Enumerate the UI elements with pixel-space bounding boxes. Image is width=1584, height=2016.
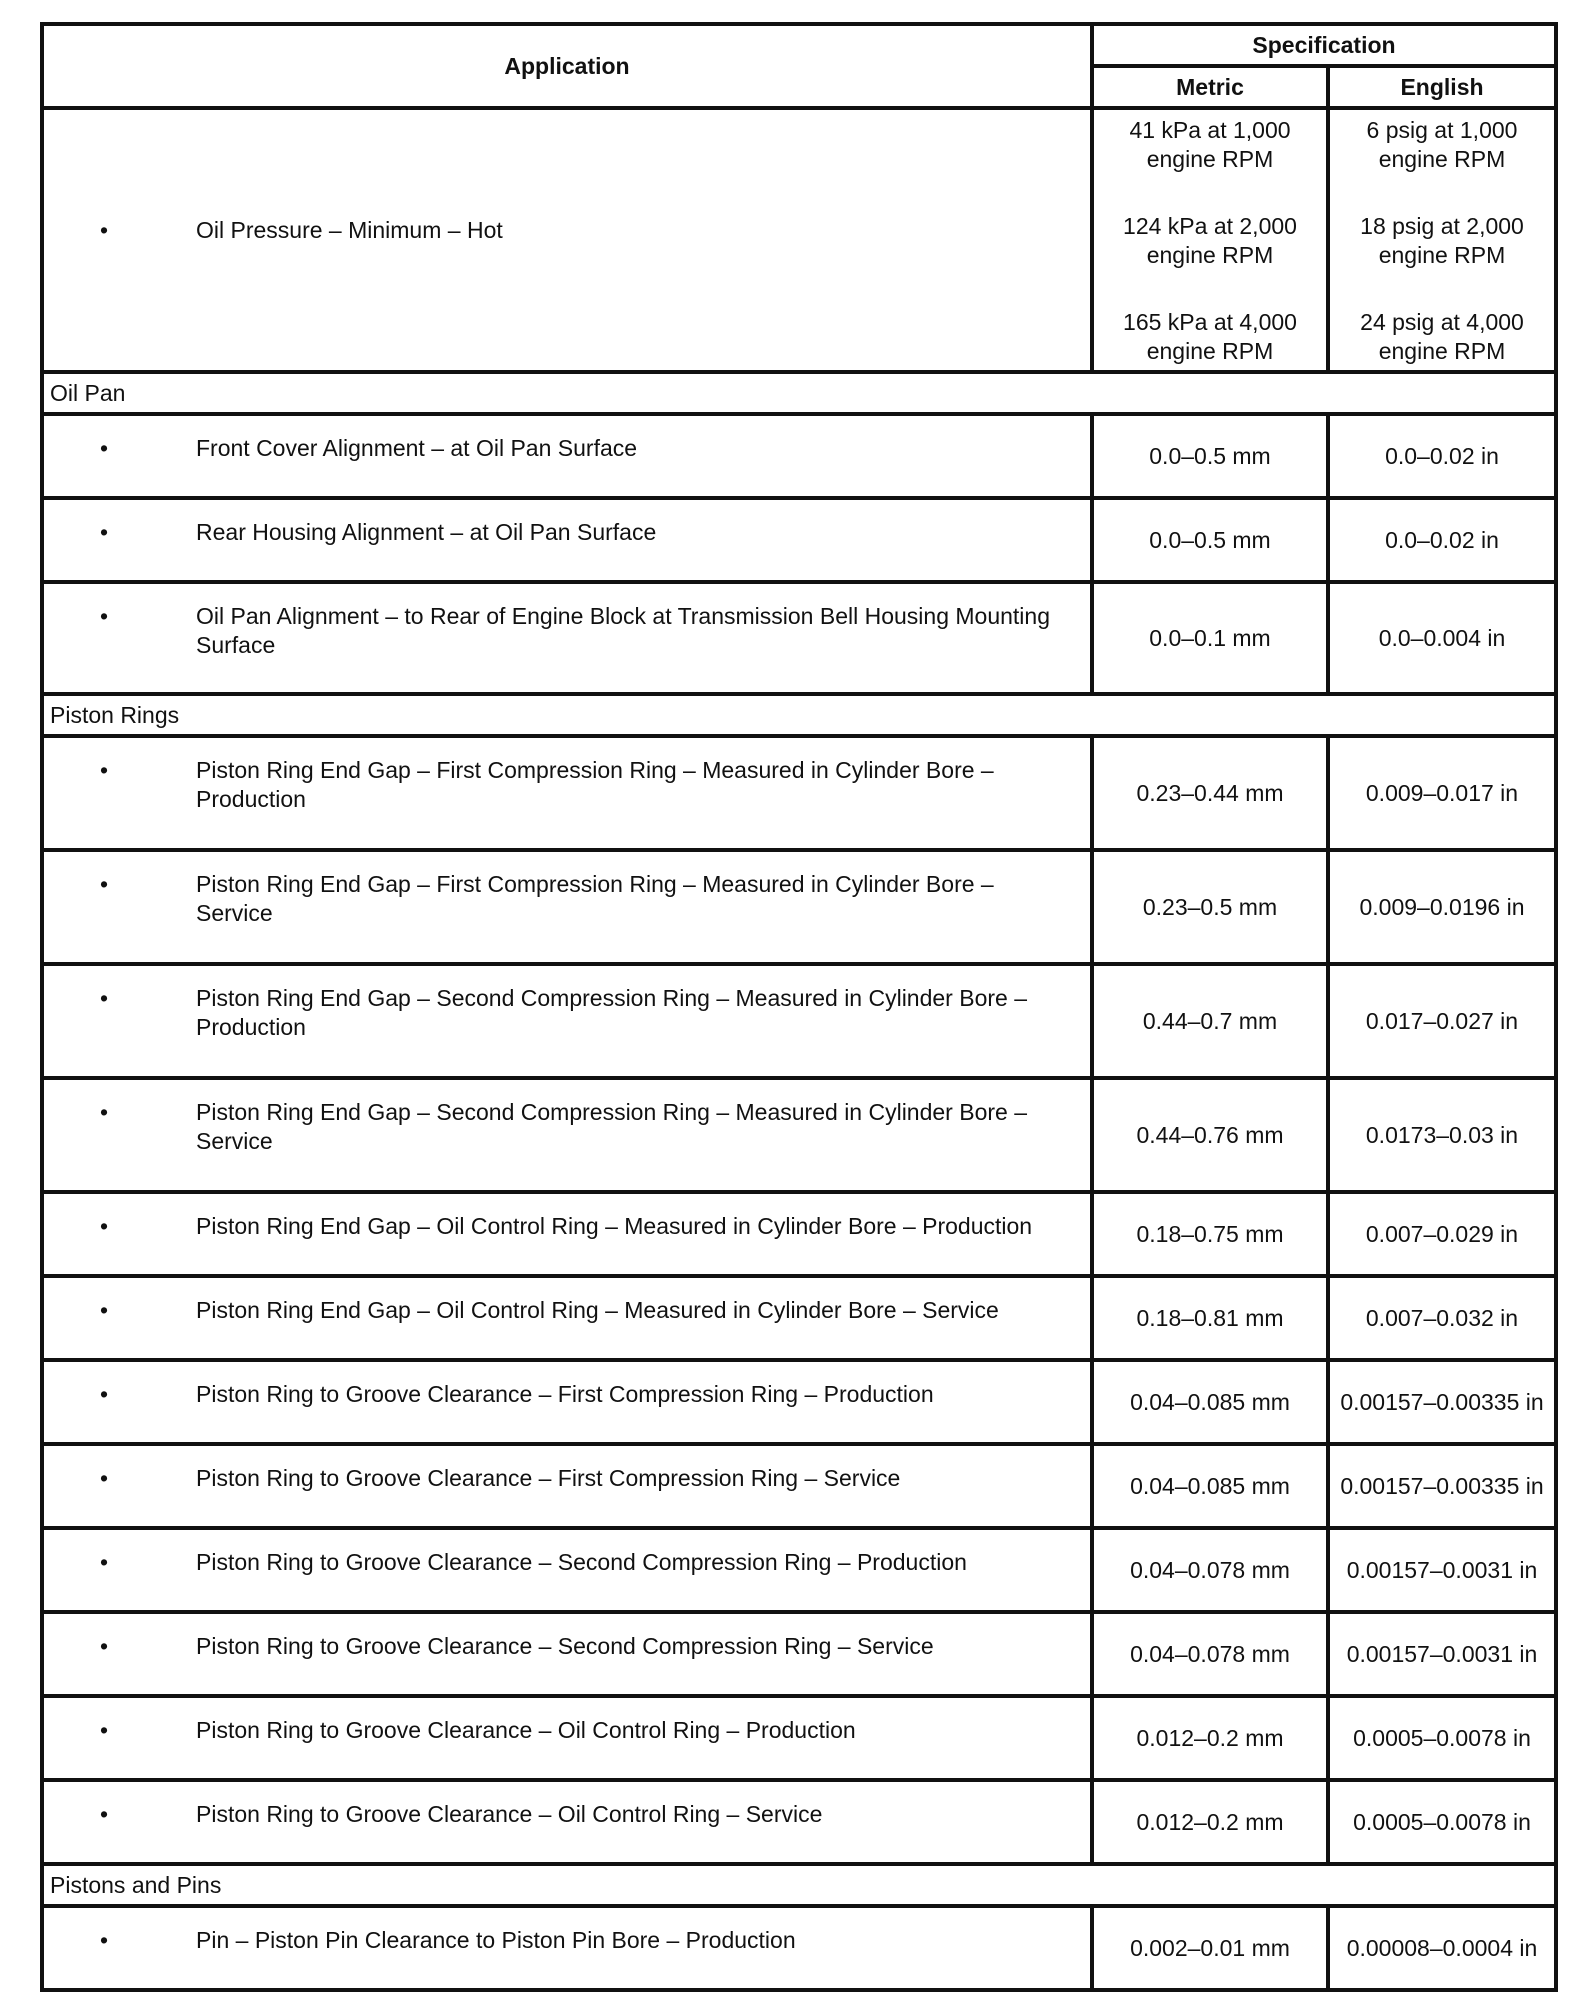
metric-value: 0.012–0.2 mm	[1092, 1780, 1328, 1864]
table-body	[42, 108, 1556, 1990]
metric-value: 0.04–0.078 mm	[1092, 1528, 1328, 1612]
metric-value: 41 kPa at 1,000 engine RPM	[1129, 117, 1291, 172]
english-value: 0.0–0.02 in	[1328, 498, 1556, 582]
application-text: Piston Ring End Gap – Oil Control Ring – Measured in Cylinder Bore – Production	[196, 1213, 1033, 1239]
table-row	[42, 1360, 1556, 1444]
metric-value: 0.0–0.5 mm	[1092, 498, 1328, 582]
section-row	[42, 694, 1556, 736]
english-value: 0.00157–0.00335 in	[1328, 1444, 1556, 1528]
bullet-icon: •	[100, 435, 109, 461]
application-text: Piston Ring to Groove Clearance – Second Compression Ring – Service	[196, 1633, 934, 1659]
english-value: 0.009–0.017 in	[1328, 736, 1556, 850]
bullet-icon: •	[100, 871, 109, 897]
application-cell	[42, 850, 1092, 964]
application-cell	[42, 1906, 1092, 1990]
metric-value: 0.44–0.7 mm	[1092, 964, 1328, 1078]
table-row-oil-pressure	[42, 108, 1556, 372]
english-value: 0.00008–0.0004 in	[1328, 1906, 1556, 1990]
table-row	[42, 1444, 1556, 1528]
metric-value: 0.18–0.81 mm	[1092, 1276, 1328, 1360]
application-cell	[42, 108, 1092, 372]
application-cell	[42, 1612, 1092, 1696]
metric-value: 0.18–0.75 mm	[1092, 1192, 1328, 1276]
table-row	[42, 1906, 1556, 1990]
section-title: Piston Rings	[42, 694, 1556, 736]
metric-value: 0.23–0.5 mm	[1092, 850, 1328, 964]
application-header: Application	[42, 24, 1092, 108]
english-value: 0.00157–0.00335 in	[1328, 1360, 1556, 1444]
table-row	[42, 1528, 1556, 1612]
application-cell	[42, 498, 1092, 582]
application-text: Piston Ring to Groove Clearance – Second Compression Ring – Production	[196, 1549, 967, 1575]
application-cell	[42, 1780, 1092, 1864]
english-value: 0.0005–0.0078 in	[1328, 1780, 1556, 1864]
application-cell	[42, 1444, 1092, 1528]
table-row	[42, 582, 1556, 694]
application-text: Piston Ring to Groove Clearance – First Compression Ring – Production	[196, 1381, 934, 1407]
metric-value: 0.04–0.085 mm	[1092, 1360, 1328, 1444]
application-cell	[42, 1192, 1092, 1276]
bullet-icon: •	[100, 1927, 109, 1953]
english-value: 0.017–0.027 in	[1328, 964, 1556, 1078]
english-header: English	[1328, 66, 1556, 108]
application-text: Piston Ring End Gap – Second Compression Ring – Measured in Cylinder Bore – Production	[196, 985, 1027, 1040]
metric-value: 0.0–0.1 mm	[1092, 582, 1328, 694]
application-cell	[42, 964, 1092, 1078]
english-value: 0.007–0.032 in	[1328, 1276, 1556, 1360]
bullet-icon: •	[100, 216, 109, 243]
metric-value: 165 kPa at 4,000 engine RPM	[1123, 309, 1297, 364]
metric-value: 0.0–0.5 mm	[1092, 414, 1328, 498]
metric-cell	[1092, 108, 1328, 372]
application-cell	[42, 1360, 1092, 1444]
bullet-icon: •	[100, 1717, 109, 1743]
english-value: 0.0–0.004 in	[1328, 582, 1556, 694]
bullet-icon: •	[100, 1297, 109, 1323]
application-cell	[42, 414, 1092, 498]
specification-table	[40, 22, 1558, 1992]
application-text: Piston Ring to Groove Clearance – Oil Control Ring – Service	[196, 1801, 823, 1827]
table-row	[42, 850, 1556, 964]
table-row	[42, 498, 1556, 582]
bullet-icon: •	[100, 757, 109, 783]
application-text: Pin – Piston Pin Clearance to Piston Pin Bore – Production	[196, 1927, 796, 1953]
english-value: 0.00157–0.0031 in	[1328, 1612, 1556, 1696]
bullet-icon: •	[100, 985, 109, 1011]
english-value: 0.0005–0.0078 in	[1328, 1696, 1556, 1780]
english-value: 6 psig at 1,000 engine RPM	[1366, 117, 1518, 172]
application-text: Piston Ring to Groove Clearance – First Compression Ring – Service	[196, 1465, 901, 1491]
bullet-icon: •	[100, 1381, 109, 1407]
section-row	[42, 1864, 1556, 1906]
metric-value: 0.23–0.44 mm	[1092, 736, 1328, 850]
table-row	[42, 1696, 1556, 1780]
english-value: 0.007–0.029 in	[1328, 1192, 1556, 1276]
bullet-icon: •	[100, 603, 109, 629]
application-cell	[42, 736, 1092, 850]
application-text: Piston Ring End Gap – Second Compression Ring – Measured in Cylinder Bore – Service	[196, 1099, 1027, 1154]
section-title: Oil Pan	[42, 372, 1556, 414]
table-row	[42, 1612, 1556, 1696]
english-value: 18 psig at 2,000 engine RPM	[1360, 213, 1524, 268]
application-cell	[42, 1276, 1092, 1360]
bullet-icon: •	[100, 519, 109, 545]
application-cell	[42, 1528, 1092, 1612]
section-row	[42, 372, 1556, 414]
metric-value: 0.44–0.76 mm	[1092, 1078, 1328, 1192]
metric-header: Metric	[1092, 66, 1328, 108]
english-value: 24 psig at 4,000 engine RPM	[1360, 309, 1524, 364]
bullet-icon: •	[100, 1549, 109, 1575]
english-value: 0.00157–0.0031 in	[1328, 1528, 1556, 1612]
table-row	[42, 1078, 1556, 1192]
section-title: Pistons and Pins	[42, 1864, 1556, 1906]
application-cell	[42, 1078, 1092, 1192]
bullet-icon: •	[100, 1465, 109, 1491]
application-text: Oil Pressure – Minimum – Hot	[196, 216, 503, 243]
metric-value: 0.04–0.078 mm	[1092, 1612, 1328, 1696]
table-row	[42, 1780, 1556, 1864]
table-row	[42, 964, 1556, 1078]
table-row	[42, 736, 1556, 850]
application-text: Piston Ring End Gap – First Compression Ring – Measured in Cylinder Bore – Service	[196, 871, 994, 926]
english-value: 0.0–0.02 in	[1328, 414, 1556, 498]
table-header	[42, 24, 1556, 108]
table-row	[42, 414, 1556, 498]
bullet-icon: •	[100, 1633, 109, 1659]
bullet-icon: •	[100, 1213, 109, 1239]
metric-value: 0.012–0.2 mm	[1092, 1696, 1328, 1780]
application-text: Oil Pan Alignment – to Rear of Engine Block at Transmission Bell Housing Mounting Surface	[196, 603, 1050, 658]
metric-value: 0.04–0.085 mm	[1092, 1444, 1328, 1528]
application-text: Piston Ring End Gap – First Compression Ring – Measured in Cylinder Bore – Production	[196, 757, 994, 812]
application-text: Front Cover Alignment – at Oil Pan Surface	[196, 435, 638, 461]
table-row	[42, 1276, 1556, 1360]
bullet-icon: •	[100, 1099, 109, 1125]
english-value: 0.009–0.0196 in	[1328, 850, 1556, 964]
english-cell	[1328, 108, 1556, 372]
specification-header: Specification	[1092, 24, 1556, 66]
application-text: Piston Ring End Gap – Oil Control Ring – Measured in Cylinder Bore – Service	[196, 1297, 999, 1323]
application-cell	[42, 582, 1092, 694]
application-cell	[42, 1696, 1092, 1780]
application-text: Rear Housing Alignment – at Oil Pan Surface	[196, 519, 657, 545]
metric-value: 0.002–0.01 mm	[1092, 1906, 1328, 1990]
english-value: 0.0173–0.03 in	[1328, 1078, 1556, 1192]
bullet-icon: •	[100, 1801, 109, 1827]
application-text: Piston Ring to Groove Clearance – Oil Control Ring – Production	[196, 1717, 856, 1743]
table-row	[42, 1192, 1556, 1276]
metric-value: 124 kPa at 2,000 engine RPM	[1123, 213, 1297, 268]
